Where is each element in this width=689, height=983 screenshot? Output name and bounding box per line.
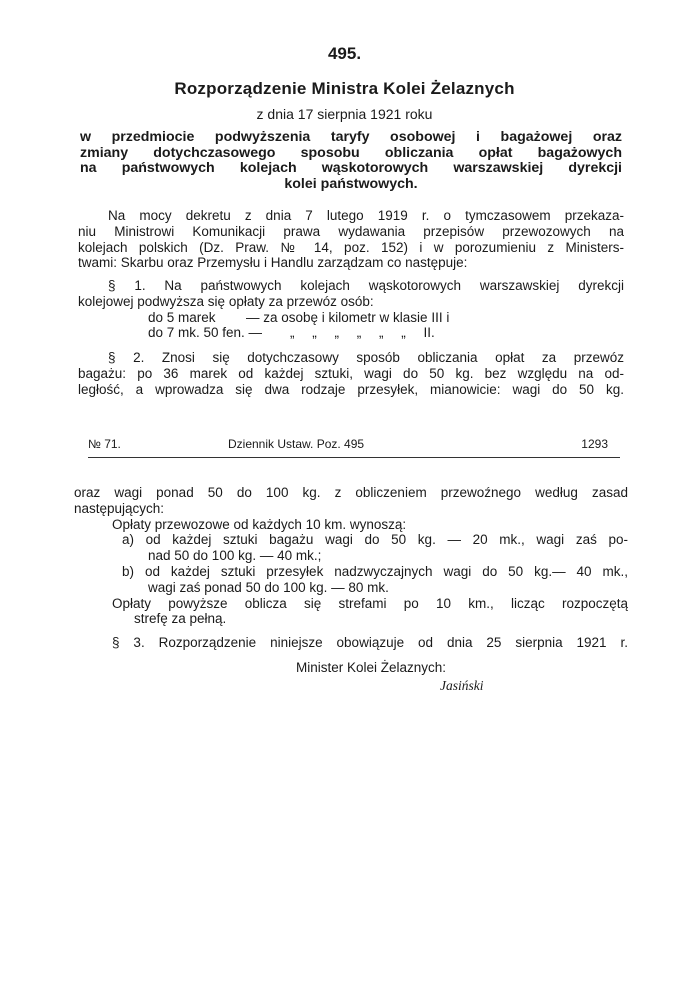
section-2-line: bagażu: po 36 marek od każdej sztuki, wagi do 50 kg. bez względu na od- — [78, 365, 624, 381]
section-3: § 3. Rozporządzenie niniejsze obowiązuje od dnia 25 sierpnia 1921 r. — [112, 635, 628, 651]
section-1-line: § 1. Na państwowych kolejach wąskotorowych warszawskiej dyrekcji — [108, 278, 624, 293]
continued-line: oraz wagi ponad 50 do 100 kg. z obliczeniem przewoźnego według zasad — [74, 485, 628, 500]
section-2-continued — [74, 485, 628, 651]
signature: Jasiński — [440, 678, 484, 693]
fees-intro: Opłaty przewozowe od każdych 10 km. wynoszą: — [112, 516, 407, 532]
item-b-line: b) od każdej sztuki przesyłek nadzwyczajnych wagi do 50 kg.— 40 mk., — [122, 563, 628, 579]
rate-amount: do 5 marek — [148, 309, 216, 325]
rate-row-class-3 — [78, 310, 624, 326]
subject-line: w przedmiocie podwyższenia taryfy osobowej i bagażowej oraz — [80, 129, 622, 145]
rate-row-class-2 — [78, 325, 624, 341]
subject-line: na państwowych kolejach wąskotorowych warszawskiej dyrekcji — [80, 160, 622, 176]
continued-line: następujących: — [74, 500, 165, 516]
item-a-line: nad 50 do 100 kg. — 40 mk.; — [148, 548, 322, 564]
intro-line: niu Ministrowi Komunikacji prawa wydawania przepisów przewozowych na — [78, 223, 624, 239]
decree-date: z dnia 17 sierpnia 1921 roku — [256, 106, 433, 122]
rate-description: — za osobę i kilometr w klasie III i — [246, 309, 450, 325]
section-1 — [78, 278, 624, 341]
section-1-line: kolejowej podwyższa się opłaty za przewóz osób: — [78, 293, 374, 309]
signer-title: Minister Kolei Żelaznych: — [296, 660, 447, 675]
item-a-line: a) od każdej sztuki bagażu wagi do 50 kg. — 20 mk., wagi zaś po- — [122, 532, 628, 548]
section-2-line: § 2. Znosi się dotychczasowy sposób obliczania opłat za przewóz — [108, 350, 624, 365]
subject-line: kolei państwowych. — [284, 175, 418, 192]
zones-line: strefę za pełną. — [134, 611, 227, 627]
section-2-line: ległość, a wprowadza się dwa rodzaje przesyłek, mianowicie: wagi do 50 kg. — [78, 381, 624, 397]
intro-paragraph — [78, 208, 624, 271]
intro-line: Na mocy dekretu z dnia 7 lutego 1919 r. o tymczasowem przekaza- — [108, 208, 624, 223]
decree-number: 495. — [327, 44, 362, 63]
issue-number: № 71. — [88, 437, 121, 451]
rate-amount: do 7 mk. 50 fen. — — [148, 325, 263, 341]
page-number: 1293 — [581, 437, 608, 451]
subject-line: zmiany dotychczasowego sposobu obliczania opłat bagażowych — [80, 144, 622, 161]
page-header — [88, 437, 620, 458]
intro-line: kolejach polskich (Dz. Praw. № 14, poz. 152) i w porozumieniu z Ministers- — [78, 239, 624, 255]
section-2 — [78, 350, 624, 397]
item-b-line: wagi zaś ponad 50 do 100 kg. — 80 mk. — [148, 579, 389, 595]
rate-description: „ „ „ „ „ „ II. — [290, 325, 435, 341]
journal-title: Dziennik Ustaw. Poz. 495 — [228, 437, 365, 451]
decree-subject — [80, 130, 622, 192]
decree-title: Rozporządzenie Ministra Kolei Żelaznych — [174, 79, 515, 98]
zones-line: Opłaty powyższe oblicza się strefami po 10 km., licząc rozpoczętą — [112, 595, 628, 611]
intro-line: twami: Skarbu oraz Przemysłu i Handlu zarządzam co następuje: — [78, 255, 468, 271]
